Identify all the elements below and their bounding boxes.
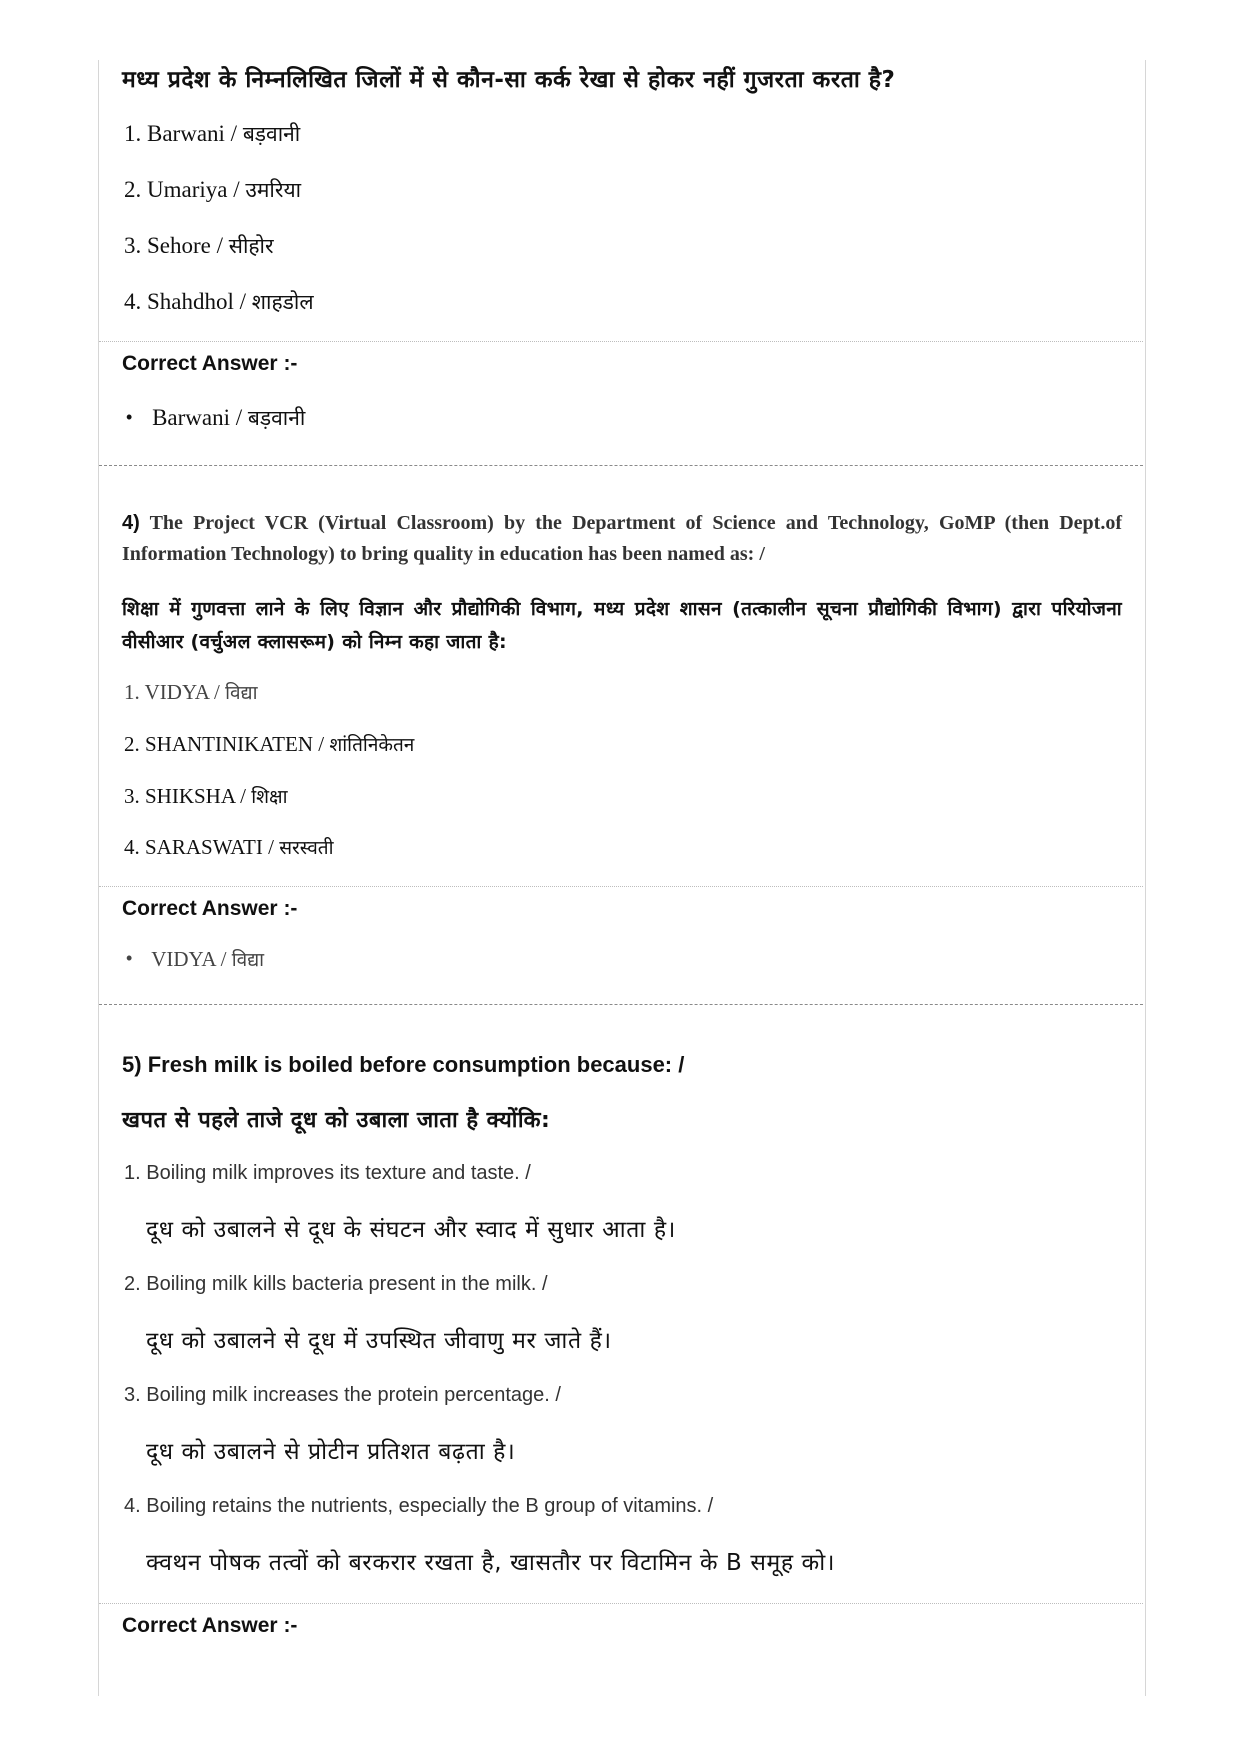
option-text-en: Boiling retains the nutrients, especially the B group of vitamins. / <box>146 1495 714 1517</box>
correct-answer-label: Correct Answer :- <box>122 1614 298 1637</box>
question-5-option-1-hi: दूध को उबालने से दूध के संघटन और स्वाद में सुधार आता है। <box>146 1217 676 1243</box>
correct-answer-hi: बड़वानी <box>247 406 306 430</box>
option-number: 1. <box>124 121 142 146</box>
question-4-option-2[interactable] <box>124 731 414 757</box>
question-4-correct-answer <box>126 946 264 972</box>
question-5-option-3-hi: दूध को उबालने से प्रोटीन प्रतिशत बढ़ता है। <box>146 1439 516 1465</box>
question-4-option-3[interactable] <box>124 783 288 809</box>
correct-answer-label: Correct Answer :- <box>122 897 298 920</box>
option-text-hi: शांतिनिकेतन <box>329 734 415 756</box>
option-text-hi: सीहोर <box>228 234 274 258</box>
correct-answer-hi: विद्या <box>231 949 265 971</box>
question-5-option-3[interactable] <box>124 1384 561 1407</box>
question-5-text-hi: खपत से पहले ताजे दूध को उबाला जाता है क्योंकि: <box>122 1108 551 1133</box>
option-text-hi: विद्या <box>225 682 258 704</box>
question-3-option-3[interactable] <box>124 232 274 260</box>
question-4-text-hi: शिक्षा में गुणवत्ता लाने के लिए विज्ञान और प्रौद्योगिकी विभाग, मध्य प्रदेश शासन (तत्कालीन सूचना प्रौद्योगिकी विभाग) द्वारा परियोजना वीसीआर (वर्चुअल क्लासरूम) को निम्न कहा जाता है: <box>122 598 1122 653</box>
option-text-en: Shahdhol / <box>147 289 247 314</box>
divider <box>99 1603 1143 1604</box>
option-number: 4. <box>124 1495 141 1517</box>
option-text-en: Boiling milk kills bacteria present in the milk. / <box>146 1273 548 1295</box>
question-separator <box>99 1004 1143 1005</box>
question-separator <box>99 465 1143 466</box>
question-3-correct-answer <box>126 404 305 432</box>
question-4-option-1[interactable] <box>124 679 258 705</box>
question-number: 5) <box>122 1052 142 1077</box>
question-5-option-4-hi: क्वथन पोषक तत्वों को बरकरार रखता है, खासतौर पर विटामिन के B समूह को। <box>146 1550 836 1576</box>
option-text-en: Boiling milk increases the protein percentage. / <box>146 1384 561 1406</box>
option-text-hi: सरस्वती <box>279 837 334 859</box>
option-text-hi: बड़वानी <box>242 122 301 146</box>
question-5-option-2-hi: दूध को उबालने से दूध में उपस्थित जीवाणु मर जाते हैं। <box>146 1328 612 1354</box>
option-number: 1. <box>124 1162 141 1184</box>
option-number: 2. <box>124 732 140 756</box>
option-number: 3. <box>124 784 140 808</box>
question-5-english: Fresh milk is boiled before consumption because: / <box>147 1052 685 1077</box>
option-number: 4. <box>124 289 142 314</box>
option-number: 3. <box>124 1384 141 1406</box>
option-text-en: Boiling milk improves its texture and taste. / <box>146 1162 531 1184</box>
option-text-en: VIDYA / <box>144 680 220 704</box>
question-5-option-1[interactable] <box>124 1162 531 1185</box>
option-text-en: SARASWATI / <box>145 835 274 859</box>
option-text-en: SHANTINIKATEN / <box>145 732 325 756</box>
question-5-option-4[interactable] <box>124 1495 713 1518</box>
divider <box>99 341 1143 342</box>
question-4-english: The Project VCR (Virtual Classroom) by the Department of Science and Technology, GoMP (then Dept.of Information Technology) to bring quality in education has been named as: / <box>122 512 1122 565</box>
option-number: 2. <box>124 177 142 202</box>
option-text-hi: शिक्षा <box>251 786 288 808</box>
question-3-option-2[interactable] <box>124 176 301 204</box>
option-text-en: Barwani / <box>147 121 238 146</box>
divider <box>99 886 1143 887</box>
option-text-en: Umariya / <box>147 177 240 202</box>
option-text-hi: शाहडोल <box>251 290 314 314</box>
question-4-option-4[interactable] <box>124 834 334 860</box>
option-number: 1. <box>124 680 140 704</box>
question-5-option-2[interactable] <box>124 1273 548 1296</box>
option-number: 4. <box>124 835 140 859</box>
option-text-en: SHIKSHA / <box>145 784 246 808</box>
question-3-option-1[interactable] <box>124 120 300 148</box>
correct-answer-en: VIDYA / <box>151 947 227 971</box>
correct-answer-en: Barwani / <box>152 405 243 430</box>
option-text-hi: उमरिया <box>245 178 302 202</box>
question-3-option-4[interactable] <box>124 288 314 316</box>
option-number: 3. <box>124 233 142 258</box>
option-text-en: Sehore / <box>147 233 224 258</box>
option-number: 2. <box>124 1273 141 1295</box>
question-number: 4) <box>122 512 140 534</box>
question-3-text: मध्य प्रदेश के निम्नलिखित जिलों में से कौन-सा कर्क रेखा से होकर नहीं गुजरता करता है? <box>122 67 896 93</box>
question-4-text-en <box>122 508 1122 570</box>
question-5-text-en <box>122 1052 684 1078</box>
correct-answer-label: Correct Answer :- <box>122 352 298 375</box>
